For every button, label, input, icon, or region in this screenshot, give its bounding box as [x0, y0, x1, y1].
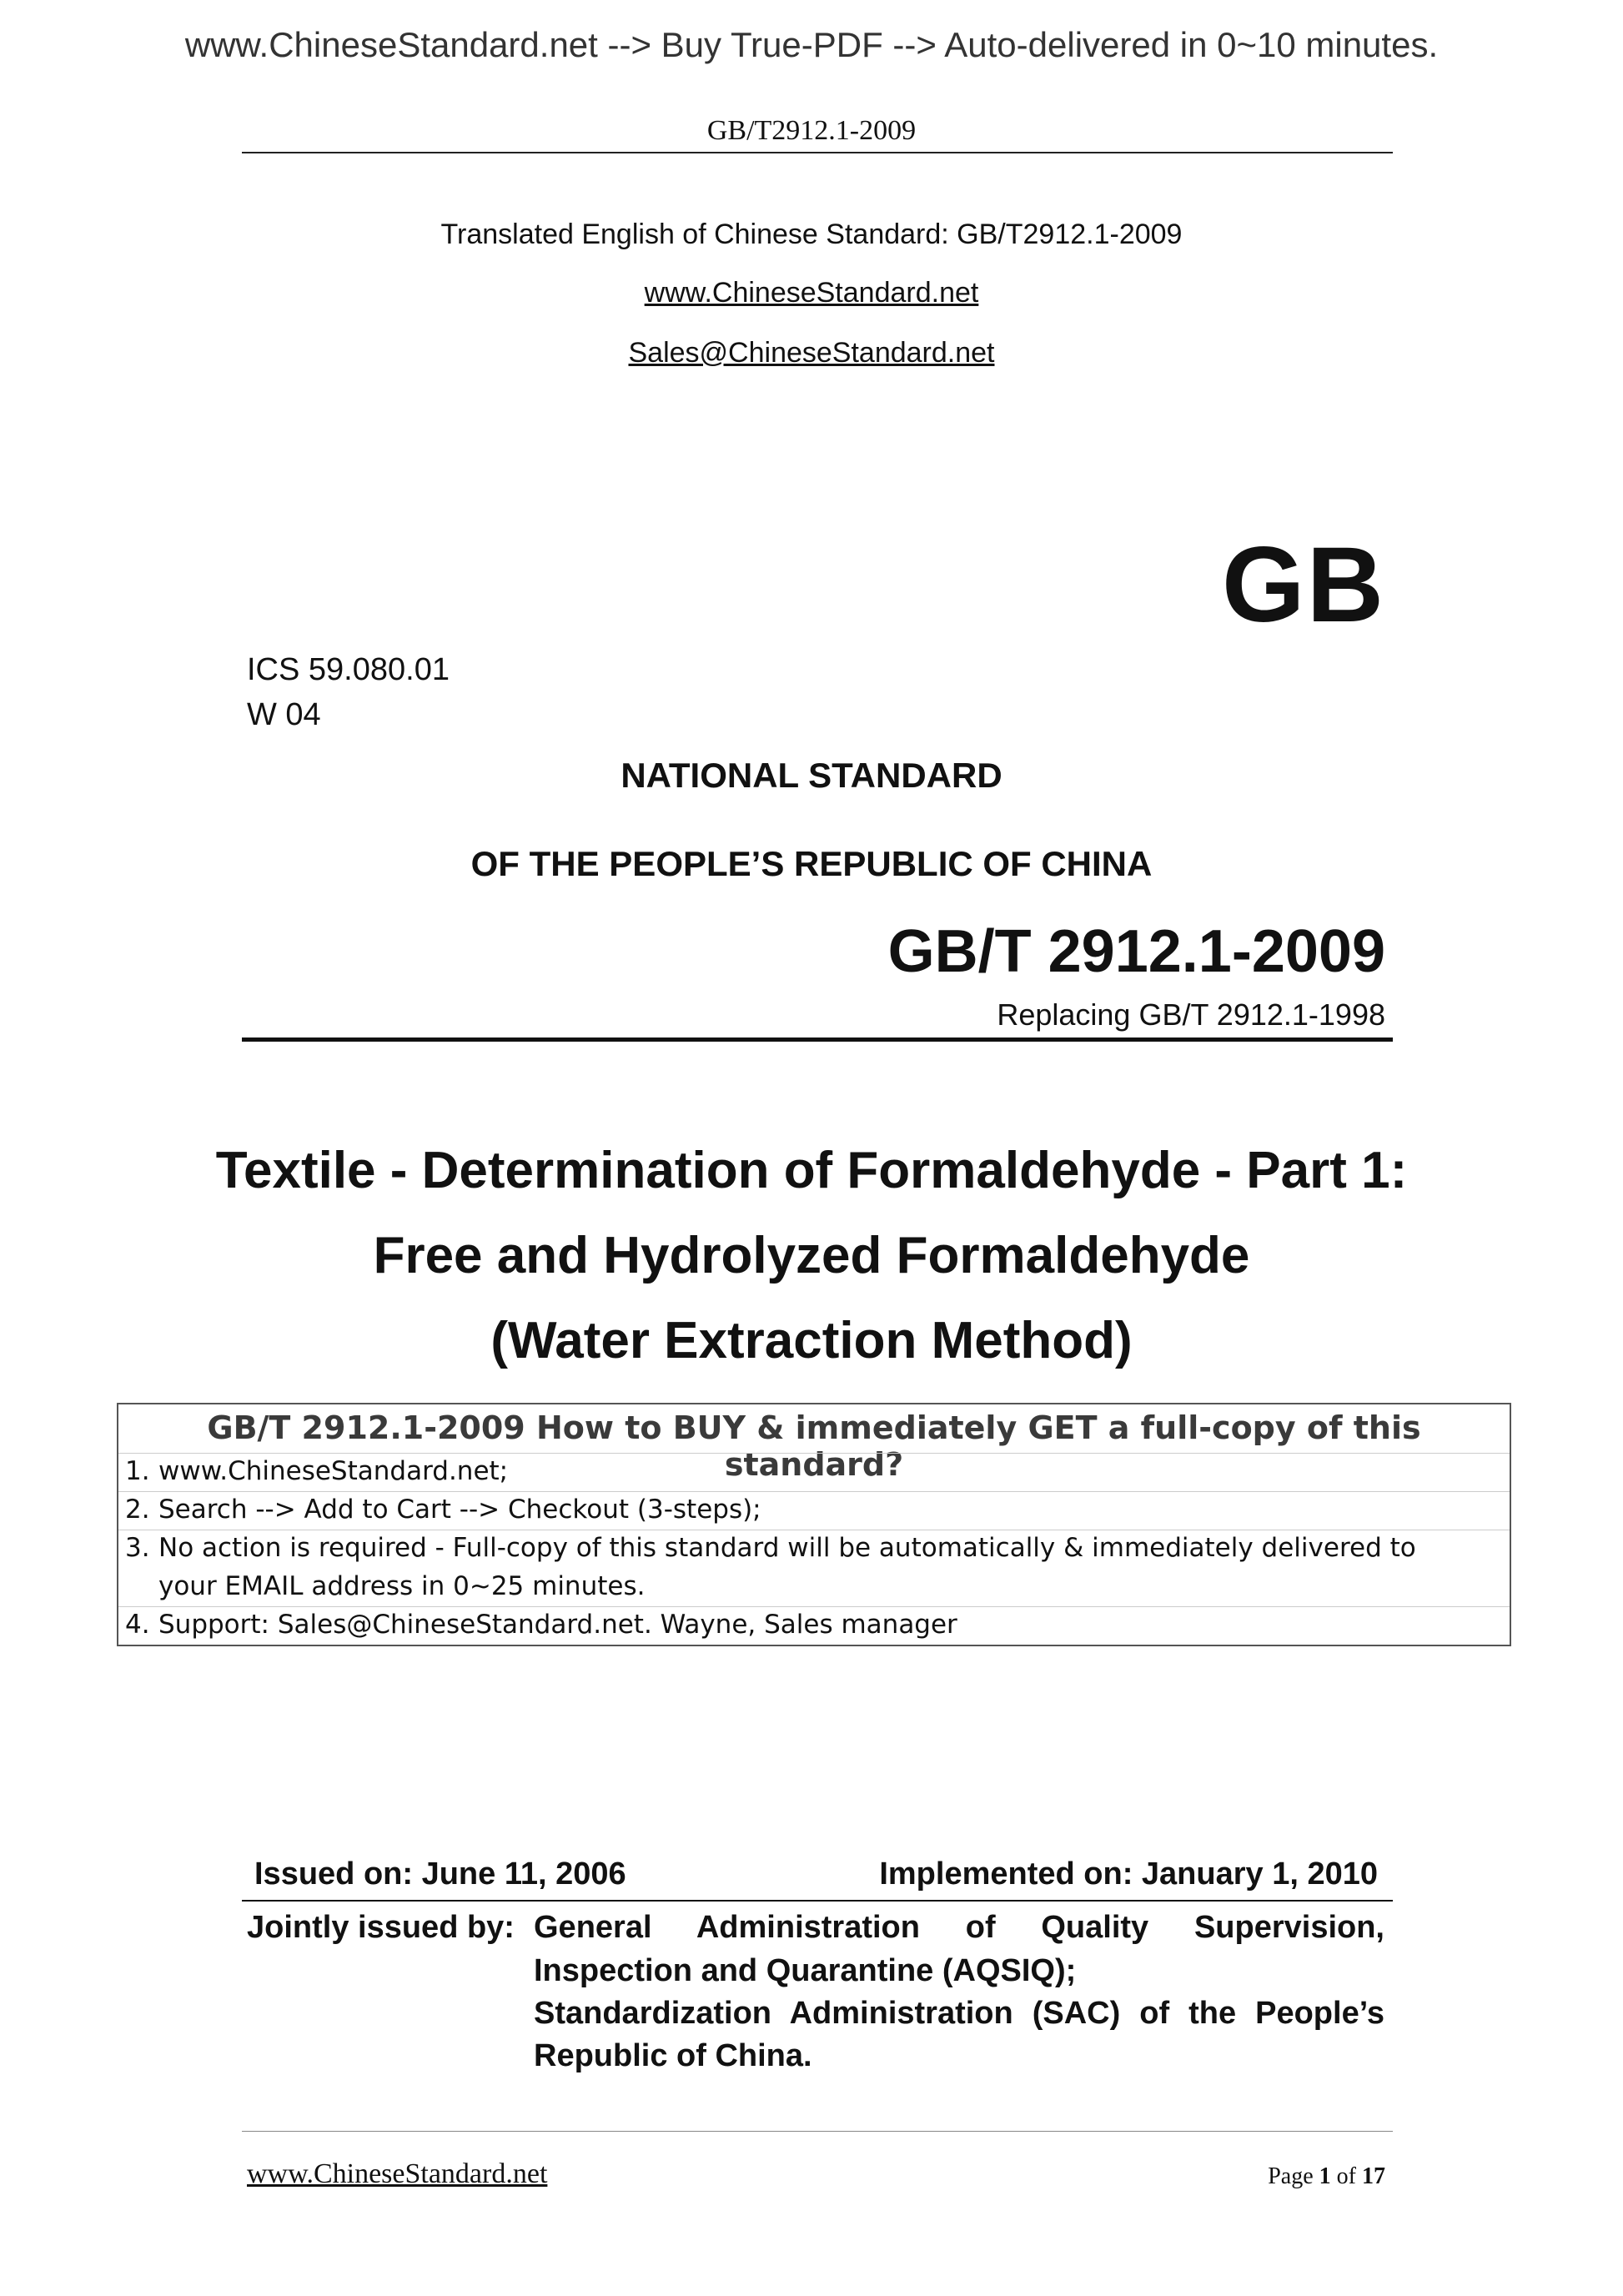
- purchase-step-continuation: your EMAIL address in 0~25 minutes.: [158, 1571, 646, 1601]
- step-text: No action is required - Full-copy of this standard will be automatically & immediately delivered to: [158, 1533, 1416, 1563]
- website-link[interactable]: www.ChineseStandard.net: [644, 277, 979, 309]
- jointly-issued-label: Jointly issued by:: [247, 1910, 515, 1945]
- page-prefix: Page: [1268, 2163, 1314, 2189]
- page-current: 1: [1319, 2163, 1331, 2189]
- purchase-step: [125, 1533, 1416, 1563]
- national-standard-heading: NATIONAL STANDARD: [621, 756, 1002, 795]
- issued-date: Issued on: June 11, 2006: [254, 1856, 626, 1892]
- box-row-divider: [118, 1453, 1510, 1454]
- ccs-code: W 04: [247, 697, 321, 732]
- document-title-line: (Water Extraction Method): [490, 1312, 1133, 1369]
- step-text-website[interactable]: www.ChineseStandard.net;: [158, 1456, 509, 1486]
- translated-line: Translated English of Chinese Standard: GB/T2912.1-2009: [440, 219, 1183, 250]
- top-banner-text: www.ChineseStandard.net --> Buy True-PDF --> Auto-delivered in 0~10 minutes.: [184, 25, 1439, 64]
- purchase-box-title: GB/T 2912.1-2009 How to BUY & immediately GET a full-copy of this standard?: [207, 1409, 1421, 1483]
- implemented-date: Implemented on: January 1, 2010: [879, 1856, 1378, 1892]
- purchase-step: [125, 1456, 508, 1486]
- footer-link-container: [247, 2158, 547, 2190]
- header-standard-code: GB/T2912.1-2009: [706, 115, 917, 146]
- purchase-step: [125, 1610, 957, 1640]
- footer-divider: [242, 2131, 1393, 2132]
- step-text: Search --> Add to Cart --> Checkout (3-steps);: [158, 1495, 761, 1525]
- purchase-step: [125, 1495, 761, 1525]
- issue-divider: [242, 1900, 1393, 1902]
- box-row-divider: [118, 1491, 1510, 1492]
- standard-number: GB/T 2912.1-2009: [887, 918, 1385, 985]
- page-total: 17: [1362, 2163, 1385, 2189]
- box-row-divider: [118, 1606, 1510, 1607]
- website-link-container: [0, 277, 1623, 309]
- replacing-note: Replacing GB/T 2912.1-1998: [997, 997, 1385, 1032]
- step-text-support: Support: Sales@ChineseStandard.net. Wayne, Sales manager: [158, 1610, 957, 1640]
- issuer-line: Standardization Administration (SAC) of the People’s: [534, 1996, 1384, 2031]
- country-heading: OF THE PEOPLE’S REPUBLIC OF CHINA: [470, 844, 1153, 883]
- document-title-line: Textile - Determination of Formaldehyde - Part 1:: [215, 1142, 1408, 1199]
- gb-logo: GB: [1222, 525, 1385, 645]
- issuer-line: General Administration of Quality Supervision,: [534, 1910, 1384, 1945]
- document-title-line: Free and Hydrolyzed Formaldehyde: [373, 1227, 1250, 1284]
- footer-website-link[interactable]: www.ChineseStandard.net: [247, 2158, 548, 2189]
- header-divider: [242, 152, 1393, 153]
- title-divider: [242, 1037, 1393, 1042]
- step-number: 2.: [125, 1495, 150, 1525]
- email-link[interactable]: Sales@ChineseStandard.net: [628, 337, 995, 369]
- issuer-line: Republic of China.: [534, 2038, 812, 2073]
- step-number: 3.: [125, 1533, 150, 1563]
- purchase-info-box: [117, 1403, 1511, 1646]
- email-link-container: [0, 337, 1623, 369]
- step-number: 4.: [125, 1610, 150, 1640]
- page-of: of: [1336, 2163, 1356, 2189]
- ics-code: ICS 59.080.01: [247, 652, 450, 687]
- issuer-line: Inspection and Quarantine (AQSIQ);: [534, 1953, 1077, 1988]
- page-indicator: [1268, 2163, 1385, 2190]
- step-number: 1.: [125, 1456, 150, 1486]
